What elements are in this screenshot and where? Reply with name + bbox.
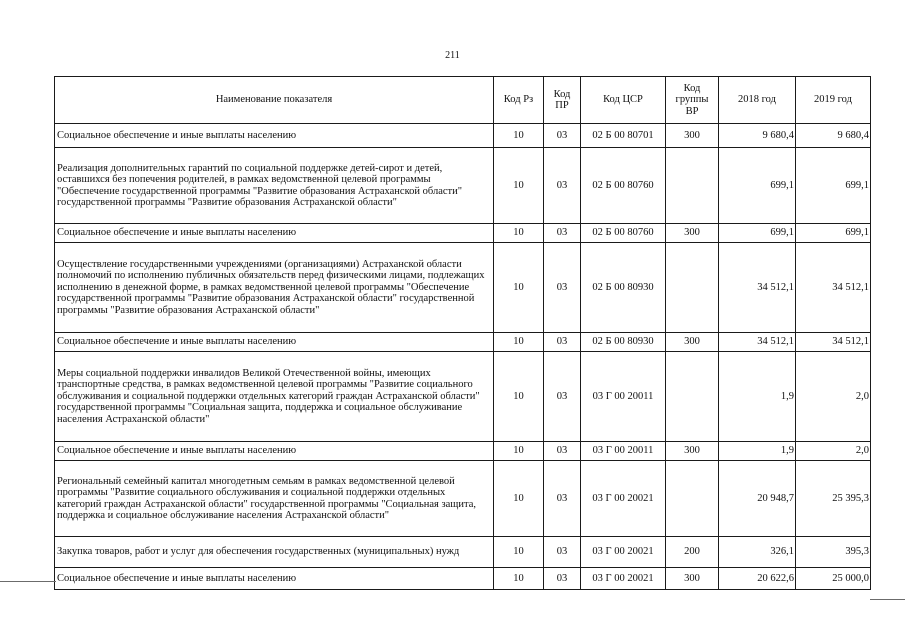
row-csr: 03 Г 00 20011 <box>581 352 666 442</box>
table-row <box>55 568 871 590</box>
table-row <box>55 461 871 537</box>
row-2019: 25 395,3 <box>796 461 871 537</box>
row-vr: 300 <box>666 568 719 590</box>
row-2018: 20 622,6 <box>719 568 796 590</box>
row-csr: 03 Г 00 20021 <box>581 537 666 568</box>
row-csr: 02 Б 00 80701 <box>581 124 666 148</box>
table-header-row <box>55 77 871 124</box>
header-name: Наименование показателя <box>55 77 494 124</box>
row-2019: 2,0 <box>796 442 871 461</box>
row-rz: 10 <box>494 243 544 333</box>
header-2019: 2019 год <box>796 77 871 124</box>
row-pr: 03 <box>544 442 581 461</box>
row-name: Социальное обеспечение и иные выплаты населению <box>55 124 494 148</box>
row-2019: 2,0 <box>796 352 871 442</box>
row-name: Закупка товаров, работ и услуг для обеспечения государственных (муниципальных) нужд <box>55 537 494 568</box>
row-pr: 03 <box>544 148 581 224</box>
header-csr: Код ЦСР <box>581 77 666 124</box>
row-2019: 25 000,0 <box>796 568 871 590</box>
table-row <box>55 148 871 224</box>
row-csr: 02 Б 00 80930 <box>581 333 666 352</box>
row-name: Осуществление государственными учреждениями (организациями) Астраханской области полномочий по исполнению публичных обязательств перед физическими лицами, подлежащих исполнению в денежной форме, в рамках ведомственной целевой программы "Обеспечение государственной программы "Развитие образования Астраханской области" государственной программы "Развитие образования Астраханской области" <box>55 243 494 333</box>
row-name: Социальное обеспечение и иные выплаты населению <box>55 333 494 352</box>
row-2018: 9 680,4 <box>719 124 796 148</box>
row-2019: 699,1 <box>796 224 871 243</box>
row-vr: 300 <box>666 442 719 461</box>
row-vr: 300 <box>666 224 719 243</box>
row-rz: 10 <box>494 224 544 243</box>
row-rz: 10 <box>494 124 544 148</box>
header-2018: 2018 год <box>719 77 796 124</box>
row-vr <box>666 243 719 333</box>
budget-table <box>54 76 871 590</box>
row-csr: 02 Б 00 80760 <box>581 148 666 224</box>
row-2019: 34 512,1 <box>796 243 871 333</box>
table-row <box>55 537 871 568</box>
row-rz: 10 <box>494 442 544 461</box>
row-2019: 699,1 <box>796 148 871 224</box>
row-2019: 9 680,4 <box>796 124 871 148</box>
row-csr: 02 Б 00 80930 <box>581 243 666 333</box>
row-csr: 03 Г 00 20021 <box>581 568 666 590</box>
row-2018: 34 512,1 <box>719 243 796 333</box>
row-vr: 300 <box>666 333 719 352</box>
row-2018: 699,1 <box>719 148 796 224</box>
table-row <box>55 224 871 243</box>
row-2018: 20 948,7 <box>719 461 796 537</box>
row-pr: 03 <box>544 124 581 148</box>
row-vr: 200 <box>666 537 719 568</box>
row-rz: 10 <box>494 537 544 568</box>
row-2018: 699,1 <box>719 224 796 243</box>
row-2019: 395,3 <box>796 537 871 568</box>
header-pr: Код ПР <box>544 77 581 124</box>
row-rz: 10 <box>494 333 544 352</box>
header-vr: Код группы ВР <box>666 77 719 124</box>
table-row <box>55 243 871 333</box>
row-pr: 03 <box>544 243 581 333</box>
row-2018: 1,9 <box>719 442 796 461</box>
row-csr: 03 Г 00 20021 <box>581 461 666 537</box>
table-row <box>55 333 871 352</box>
row-pr: 03 <box>544 537 581 568</box>
row-name: Социальное обеспечение и иные выплаты населению <box>55 568 494 590</box>
row-vr <box>666 148 719 224</box>
row-pr: 03 <box>544 568 581 590</box>
row-2018: 1,9 <box>719 352 796 442</box>
row-name: Меры социальной поддержки инвалидов Великой Отечественной войны, имеющих транспортные средства, в рамках ведомственной целевой программы "Развитие социального обслуживания и социальной поддержки отдельных категорий граждан Астраханской области" государственной программы "Социальная защита, поддержка и социальное обслуживание населения Астраханской области" <box>55 352 494 442</box>
row-csr: 02 Б 00 80760 <box>581 224 666 243</box>
row-rz: 10 <box>494 568 544 590</box>
row-vr <box>666 461 719 537</box>
row-vr: 300 <box>666 124 719 148</box>
row-vr <box>666 352 719 442</box>
row-name: Социальное обеспечение и иные выплаты населению <box>55 442 494 461</box>
row-name: Региональный семейный капитал многодетным семьям в рамках ведомственной целевой программы "Развитие социального обслуживания и социальной поддержки отдельных категорий граждан Астраханской области" государственной программы "Социальная защита, поддержка и социальное обслуживание населения Астраханской области" <box>55 461 494 537</box>
scan-artifact-line <box>870 599 905 600</box>
table-row <box>55 124 871 148</box>
row-pr: 03 <box>544 352 581 442</box>
row-pr: 03 <box>544 333 581 352</box>
row-pr: 03 <box>544 224 581 243</box>
table-row <box>55 352 871 442</box>
row-2019: 34 512,1 <box>796 333 871 352</box>
row-csr: 03 Г 00 20011 <box>581 442 666 461</box>
header-rz: Код Рз <box>494 77 544 124</box>
row-rz: 10 <box>494 352 544 442</box>
row-2018: 326,1 <box>719 537 796 568</box>
row-rz: 10 <box>494 148 544 224</box>
row-2018: 34 512,1 <box>719 333 796 352</box>
table-row <box>55 442 871 461</box>
row-rz: 10 <box>494 461 544 537</box>
page-number: 211 <box>445 50 460 61</box>
scan-artifact-line <box>0 581 56 582</box>
row-pr: 03 <box>544 461 581 537</box>
row-name: Социальное обеспечение и иные выплаты населению <box>55 224 494 243</box>
row-name: Реализация дополнительных гарантий по социальной поддержке детей-сирот и детей, оставшихся без попечения родителей, в рамках ведомственной целевой программы "Обеспечение государственной программы "Развитие образования Астраханской области" государственной программы "Развитие образования Астраханской области" <box>55 148 494 224</box>
